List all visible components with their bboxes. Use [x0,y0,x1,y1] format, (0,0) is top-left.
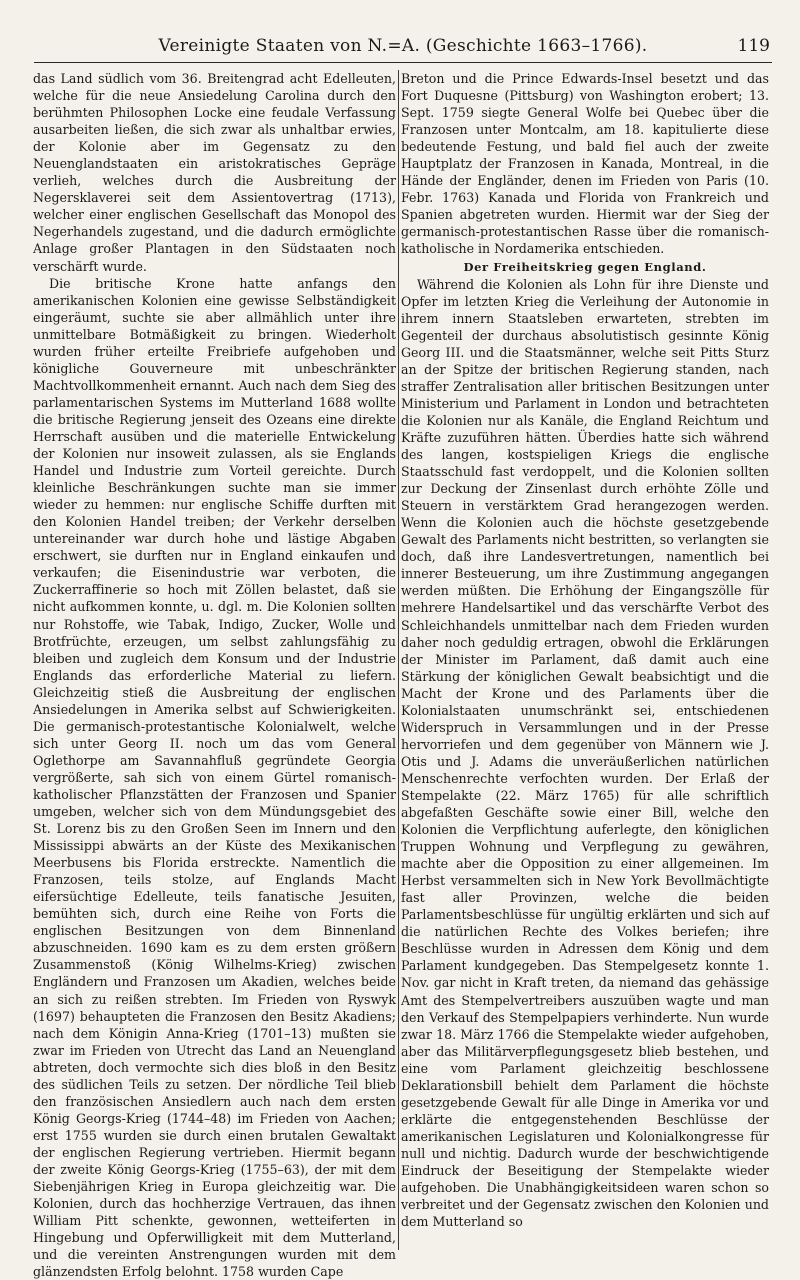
paragraph: Breton und die Prince Edwards-Insel besetzt und das Fort Duquesne (Pittsburg) von Washington erobert; 13. Sept. 1759 siegte General Wolfe bei Quebec über die Franzosen unter Montcalm, am 18. kapitulierte diese bedeutende Festung, und bald fiel auch der zweite Hauptplatz der Franzosen in Kanada, Montreal, in die Hände der Engländer, denen im Frieden von Paris (10. Febr. 1763) Kanada und Florida von Frankreich und Spanien abgetreten wurden. Hiermit war der Sieg der germanisch-protestantischen Rasse über die romanisch-katholische in Nordamerika entschieden. [401,71,769,257]
paragraph: Die britische Krone hatte anfangs den amerikanischen Kolonien eine gewisse Selbständigkeit eingeräumt, suchte sie aber allmählich unter ihre unmittelbare Botmäßigkeit zu bringen. Wiederholt wurden früher erteilte Freibriefe aufgehoben und königliche Gouverneure mit unbeschränkter Machtvollkommenheit ernannt. Auch nach dem Sieg des parlamentarischen Systems im Mutterland 1688 wollte die britische Regierung jenseit des Ozeans eine direkte Herrschaft ausüben und die materielle Entwickelung der Kolonien nur insoweit zulassen, als sie Englands Handel und Industrie zum Vorteil gereichte. Durch kleinliche Beschränkungen suchte man sie immer wieder zu hemmen: nur englische Schiffe durften mit den Kolonien Handel treiben; der Verkehr derselben untereinander war durch hohe und lästige Abgaben erschwert, sie durften nur in England einkaufen und verkaufen; die Eisenindustrie war verboten, die Zuckerraffinerie so hoch mit Zöllen belastet, daß sie nicht aufkommen konnte, u. dgl. m. Die Kolonien sollten nur Rohstoffe, wie Tabak, Indigo, Zucker, Wolle und Brotfrüchte, erzeugen, um selbst zahlungsfähig zu bleiben und zugleich dem Konsum und der Industrie Englands das erforderliche Material zu liefern. Gleichzeitig stieß die Ausbreitung der englischen Ansiedelungen in Amerika selbst auf Schwierigkeiten. Die germanisch-protestantische Kolonialwelt, welche sich unter Georg II. noch um das vom General Oglethorpe am Savannahfluß gegründete Georgia vergrößerte, sah sich von einem Gürtel romanisch-katholischer Pflanzstätten der Franzosen und Spanier umgeben, welcher sich von dem Mündungsgebiet des St. Lorenz bis zu den Großen Seen im Innern und den Mississippi abwärts an der Küste des Mexikanischen Meerbusens bis Florida erstreckte. Namentlich die Franzosen, teils stolze, auf Englands Macht eifersüchtige Edelleute, teils fanatische Jesuiten, bemühten sich, durch eine Reihe von Forts die englischen Besitzungen von dem Binnenland abzuschneiden. 1690 kam es zu dem ersten größern Zusammenstoß (König Wilhelms-Krieg) zwischen Engländern und Franzosen um Akadien, welches beide an sich zu reißen strebten. Im Frieden von Ryswyk (1697) behaupteten die Franzosen den Besitz Akadiens; nach dem Königin Anna-Krieg (1701–13) mußten sie zwar im Frieden von Utrecht das Land an Neuengland abtreten, doch vermochte sich dies bloß in den Besitz des südlichen Teils zu setzen. Der nördliche Teil blieb den französischen Ansiedlern auch nach dem ersten König Georgs-Krieg (1744–48) im Frieden von Aachen; erst 1755 wurden sie durch einen brutalen Gewaltakt der englischen Regierung vertrieben. Hiermit begann der zweite König Georgs-Krieg (1755–63), der mit dem Siebenjährigen Krieg in Europa gleichzeitig war. Die Kolonien, durch das hochherzige Vertrauen, das ihnen William Pitt schenkte, gewonnen, wetteiferten in Hingebung und Opferwilligkeit mit dem Mutterland, und die vereinten Anstrengungen wurden mit dem glänzendsten Erfolg belohnt. 1758 wurden Cape [33,275,396,1280]
section-heading: Der Freiheitskrieg gegen England. [463,259,707,274]
column-divider [398,70,399,1250]
running-title: Vereinigte Staaten von N.=A. (Geschichte 1663–1766). [158,36,648,56]
paragraph: das Land südlich vom 36. Breitengrad acht Edelleuten, welche für die neue Ansiedelung Carolina durch den berühmten Philosophen Locke eine feudale Verfassung ausarbeiten ließen, die sich zwar als unhaltbar erwies, der Kolonie aber im Gegensatz zu den Neuenglandstaaten ein aristokratisches Gepräge verlieh, welches durch die Ausbreitung der Negersklaverei seit dem Assientovertrag (1713), welcher einer englischen Gesellschaft das Monopol des Negerhandels zugestand, und die dadurch ermöglichte Anlage großer Plantagen in den Südstaaten noch verschärft wurde. [33,71,396,274]
running-header [34,36,772,63]
paragraph: Während die Kolonien als Lohn für ihre Dienste und Opfer im letzten Krieg die Verleihung der Autonomie in ihrem innern Staatsleben erwarteten, strebten im Gegenteil der durchaus absolutistisch gesinnte König Georg III. und die Staatsmänner, welche seit Pitts Sturz an der Spitze der britischen Regierung standen, nach straffer Zentralisation aller britischen Besitzungen unter Ministerium und Parlament in London und betrachteten die Kolonien nur als Kanäle, die England Reichtum und Kräfte zuzuführen hätten. Überdies hatte sich während des langen, kostspieligen Kriegs die englische Staatsschuld fast verdoppelt, und die Kolonien sollten zur Deckung der Zinsenlast durch erhöhte Zölle und Steuern in verstärktem Grad herangezogen werden. Wenn die Kolonien auch die höchste gesetzgebende Gewalt des Parlaments nicht bestritten, so verlangten sie doch, daß ihre Landesvertretungen, namentlich bei innerer Besteuerung, um ihre Zustimmung angegangen werden müßten. Die Erhöhung der Eingangszölle für mehrere Handelsartikel und das verschärfte Verbot des Schleichhandels unmittelbar nach dem Frieden wurden daher noch geduldig ertragen, obwohl die Erklärungen der Minister im Parlament, daß damit auch eine Stärkung der königlichen Gewalt beabsichtigt und die Macht der Krone und des Parlaments über die Kolonialstaaten unumschränkt sei, entschiedenen Widerspruch in Versammlungen und in der Presse hervorriefen und dem gegenüber von Männern wie J. Otis und J. Adams die unveräußerlichen natürlichen Menschenrechte verfochten wurden. Der Erlaß der Stempelakte (22. März 1765) für alle schriftlich abgefaßten Geschäfte sowie einer Bill, welche den Kolonien die Verpflichtung auferlegte, den königlichen Truppen Wohnung und Verpflegung zu gewähren, machte aber die Opposition zu einer allgemeinen. Im Herbst versammelten sich in New York Bevollmächtigte fast aller Provinzen, welche die beiden Parlamentsbeschlüsse für ungültig erklärten und sich auf die natürlichen Rechte des Volkes beriefen; ihre Beschlüsse wurden in Adressen dem König und dem Parlament kundgegeben. Das Stempelgesetz konnte 1. Nov. gar nicht in Kraft treten, da niemand das gehässige Amt des Stempelvertreibers auszuüben wagte und man den Verkauf des Stempelpapiers verhinderte. Nun wurde zwar 18. März 1766 die Stempelakte wieder aufgehoben, aber das Militärverpflegungsgesetz blieb bestehen, und eine vom Parlament gleichzeitig beschlossene Deklarationsbill behielt dem Parlament die höchste gesetzgebende Gewalt für alle Dinge in Amerika vor und erklärte die entgegenstehenden Beschlüsse der amerikanischen Legislaturen und Kolonialkongresse für null und nichtig. Dadurch wurde der beschwichtigende Eindruck der Beseitigung der Stempelakte wieder aufgehoben. Die Unabhängigkeitsideen waren schon so verbreitet und der Gegensatz zwischen den Kolonien und dem Mutterland so [401,276,769,1230]
left-column [33,70,396,1280]
right-column [401,70,769,1230]
page-number: 119 [737,36,770,56]
